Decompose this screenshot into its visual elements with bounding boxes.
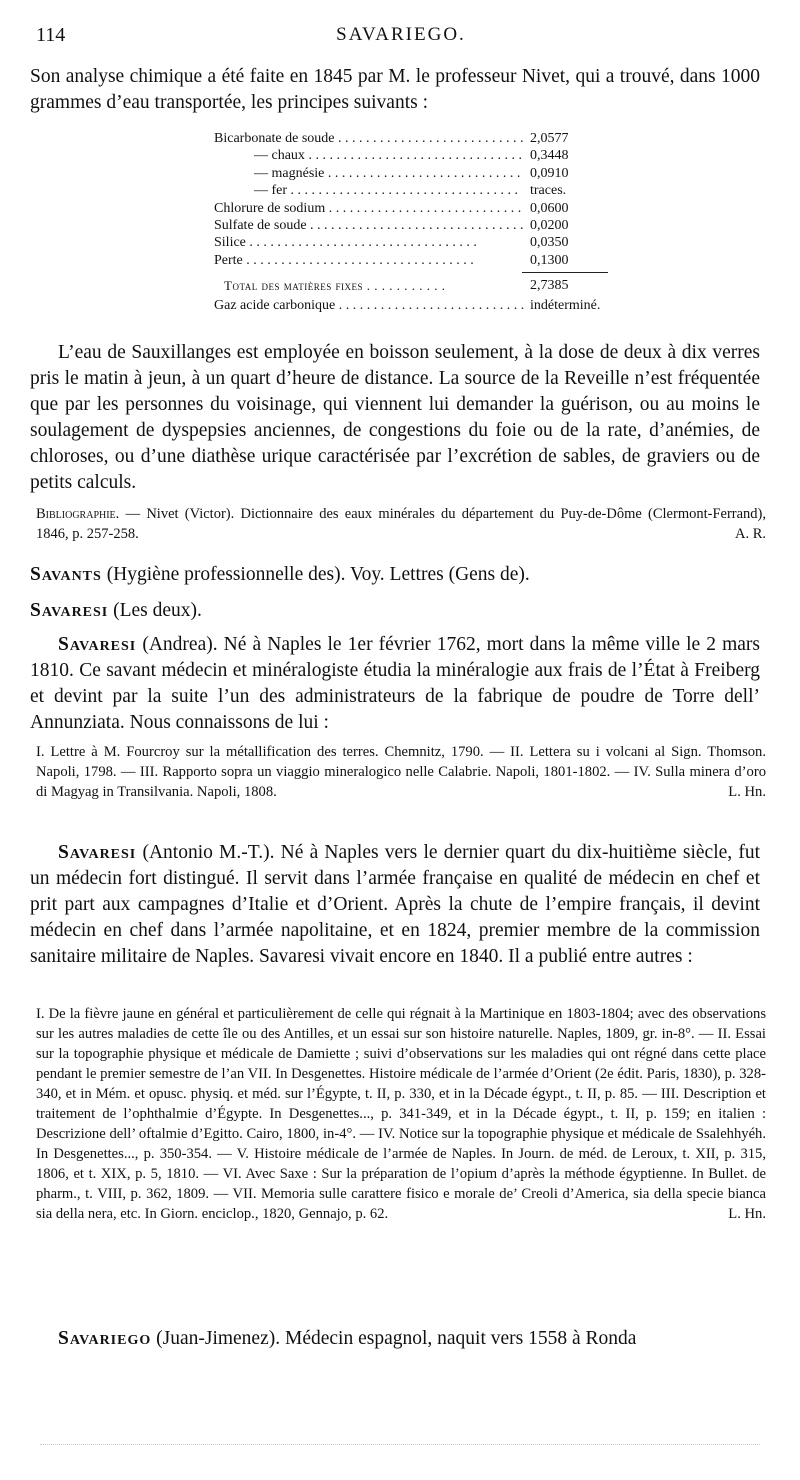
works-list: I. De la fièvre jaune en général et particulièrement de celle qui régnait à la Martinique en 1803-1804; avec des observations sur les autres maladies de cette île ou des Antilles, et un essai sur son histoire naturelle. Naples, 1809, gr. in-8°. — II. Essai sur la topographie physique et médicale de Damiette ; suivi d’observations sur les maladies qui ont régné dans cette place pendant le premier semestre de l’an VII. In Desgenettes. Histoire médicale de l’armée d’Orient (2e édit. Paris, 1830), p. 328-340, et in Mém. et opusc. physiq. et méd. sur l’Égypte, t. II, p. 330, et in la Décade égypt., t. II, p. 85. — III. Description et traitement de l’ophthalmie d’Égypte. In Desgenettes..., p. 341-349, et in la Décade égypt., t. II, p. 159; en italien : Descrizione dell’ oftalmie d’Egitto. Cairo, 1800, in-4°. — IV. Notice sur la topographie physique et médicale de Ssalehhyéh. In Desgenettes..., p. 350-354. — V. Histoire médicale de l’armée de Naples. In Journ. de méd. de Leroux, t. XII, p. 315, 1806, et t. XIX, p. 5, 1810. — VI. Avec Saxe : Sur la préparation de l’opium d’après la méthode égyptienne. In Bullet. de pharm., t. VIII, p. 362, 1809. — VII. Memoria sulle carattere fisico e morale de’ Creoli d’America, sia della specie bianca sia della nera, etc. In Giorn. enciclop., 1820, Gennajo, p. 62. xyxy=(36,1006,766,1222)
footer-rule xyxy=(40,1444,760,1445)
running-head xyxy=(36,24,766,48)
entry-headword: Savaresi xyxy=(58,842,137,863)
analysis-row: — chaux . . . 0,3448 xyxy=(210,147,610,164)
works-list: I. Lettre à M. Fourcroy sur la métallification des terres. Chemnitz, 1790. — II. Lettera su i volcani al Sign. Thomson. Napoli, 1798. — III. Rapporto sopra un viaggio mineralogico nelle Calabrie. Napoli, 1801-1802. — IV. Sulla minera d’oro di Magyag in Transilvania. Napoli, 1808. xyxy=(36,744,766,800)
analysis-row: Silice . . . 0,0350 xyxy=(210,234,610,251)
author-initials: L. Hn. xyxy=(728,1206,766,1222)
page-number: 114 xyxy=(36,24,66,46)
bibliography xyxy=(36,504,766,544)
analysis-row: Perte . . . 0,1300 xyxy=(210,252,610,269)
entry-savaresi-deux xyxy=(30,598,760,624)
antonio-works xyxy=(36,1004,766,1224)
analysis-row: — fer . . . traces. xyxy=(210,182,610,199)
analysis-total-row: Total des matières fixes . . . 2,7385 xyxy=(210,277,610,297)
intro-paragraph: Son analyse chimique a été faite en 1845 par M. le professeur Nivet, qui a trouvé, dans 1000 grammes d’eau transportée, les principes suivants : xyxy=(30,66,760,113)
entry-headword: Savaresi xyxy=(58,634,137,655)
analysis-row: Chlorure de sodium . . . 0,0600 xyxy=(210,200,610,217)
entry-text: (Hygiène professionnelle des). Voy. Lettres (Gens de). xyxy=(106,564,530,585)
author-initials: A. R. xyxy=(734,526,766,542)
sauxillanges-paragraph: L’eau de Sauxillanges est employée en boisson seulement, à la dose de deux à dix verres pris le matin à jeun, à un quart d’heure de distance. La source de la Reveille n’est fréquentée que par les personnes du voisinage, qui viennent lui demander la guérison, ou au moins le soulagement de dyspepsies anciennes, de congestions du foie ou de la rate, d’anémies, de chloroses, ou d’une diathèse urique caractérisée par l’excrétion de sables, de graviers ou de petits calculs. xyxy=(30,342,760,493)
analysis-row: Sulfate de soude . . . 0,0200 xyxy=(210,217,610,234)
bibliography-text: — Nivet (Victor). Dictionnaire des eaux minérales du département du Puy-de-Dôme (Clermont-Ferrand), 1846, p. 257-258. xyxy=(36,506,767,542)
entry-text: (Antonio M.-T.). Né à Naples vers le dernier quart du dix-huitième siècle, fut un médecin fort distingué. Il servit dans l’armée française en qualité de médecin en chef et prit part aux campagnes d’Italie et d’Orient. Après la chute de l’empire français, il devint médecin en chef dans l’armée napolitaine, et en 1824, premier membre de la commission sanitaire militaire de Naples. Savaresi vivait encore en 1840. Il a publié entre autres : xyxy=(30,842,761,967)
entry-headword: Savants xyxy=(30,564,102,585)
andrea-works xyxy=(36,742,766,802)
entry-text: (Les deux). xyxy=(113,600,202,621)
author-initials: L. Hn. xyxy=(728,784,766,800)
entry-savaresi-antonio xyxy=(30,840,760,970)
entry-text: (Juan-Jimenez). Médecin espagnol, naquit vers 1558 à Ronda xyxy=(156,1328,637,1349)
analysis-gas-row: Gaz acide carbonique . . . indéterminé. xyxy=(210,297,610,314)
entry-text: (Andrea). Né à Naples le 1er février 1762, mort dans la même ville le 2 mars 1810. Ce savant médecin et minéralogiste étudia la minéralogie aux frais de l’État à Freiberg et devint par la suite l’un des administrateurs de la fabrique de poudre de Torre dell’ Annunziata. Nous connaissons de lui : xyxy=(30,634,760,733)
bibliography-label: Bibliographie. xyxy=(36,506,120,522)
entry-savants xyxy=(30,562,760,588)
entry-savariego xyxy=(30,1326,760,1352)
entry-headword: Savaresi xyxy=(30,600,109,621)
running-title: SAVARIEGO. xyxy=(336,24,466,45)
analysis-table xyxy=(210,130,610,315)
analysis-row: Bicarbonate de soude . . . 2,0577 xyxy=(210,130,610,147)
entry-headword: Savariego xyxy=(58,1328,152,1349)
entry-savaresi-andrea xyxy=(30,632,760,736)
analysis-row: — magnésie . . . 0,0910 xyxy=(210,165,610,182)
